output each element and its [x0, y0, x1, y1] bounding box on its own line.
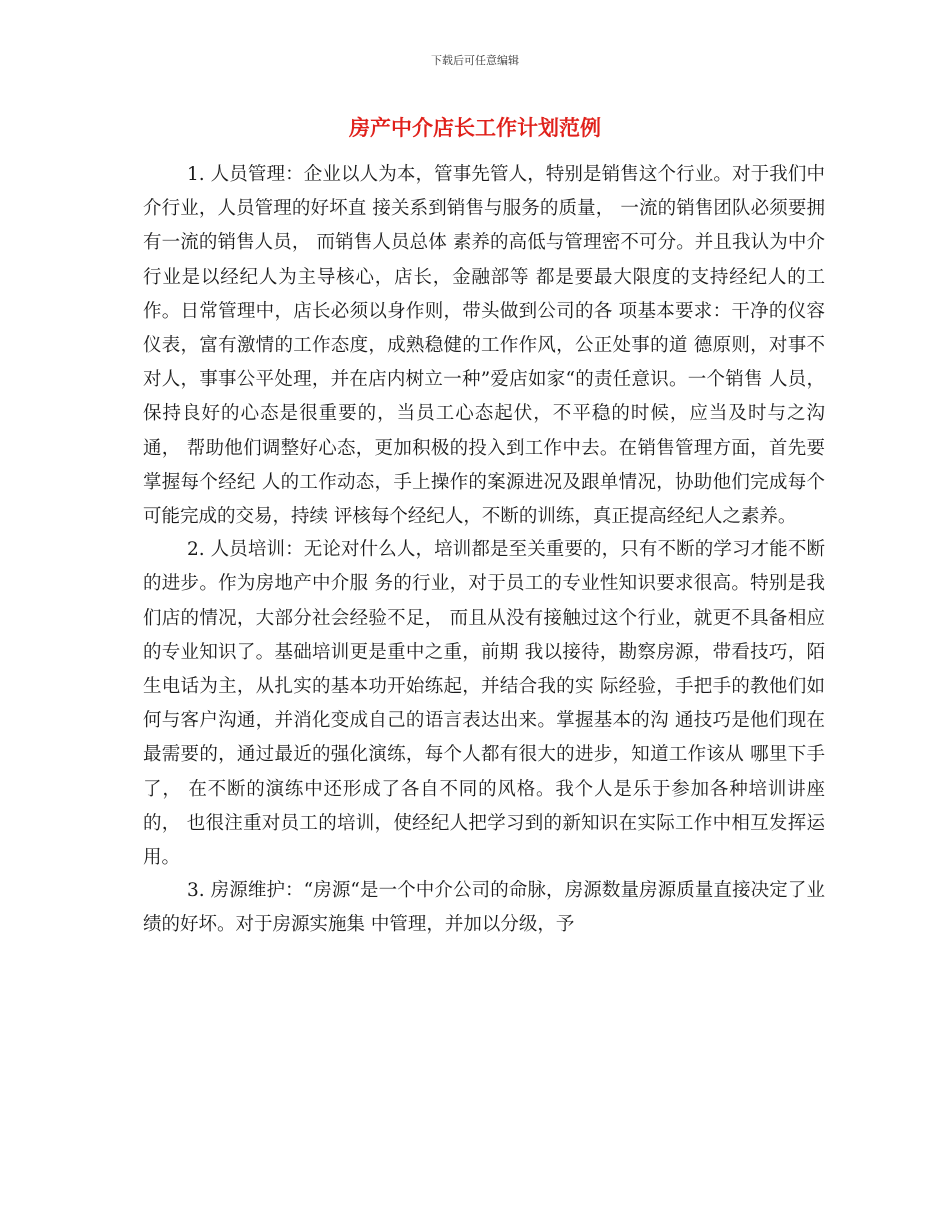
paragraph-personnel-training: 2. 人员培训：无论对什么人，培训都是至关重要的，只有不断的学习才能不断的进步。作为房地产中介服 务的行业，对于员工的专业性知识要求很高。特别是我们店的情况，大部分社会经验不足， 而且从没有接触过这个行业，就更不具备相应的专业知识了。基础培训更是重中之重，前期 我以接待，勘察房源，带看技巧，陌生电话为主，从扎实的基本功开始练起，并结合我的实 际经验，手把手的教他们如何与客户沟通，并消化变成自己的语言表达出来。掌握基本的沟 通技巧是他们现在最需要的，通过最近的强化演练，每个人都有很大的进步，知道工作该从 哪里下手了， 在不断的演练中还形成了各自不同的风格。我个人是乐于参加各种培训讲座的， 也很注重对员工的培训，使经纪人把学习到的新知识在实际工作中相互发挥运用。	[143, 539, 825, 869]
paragraph-personnel-management: 1. 人员管理：企业以人为本，管事先管人，特别是销售这个行业。对于我们中介行业，人员管理的好坏直 接关系到销售与服务的质量， 一流的销售团队必须要拥有一流的销售人员， 而销售人员总体 素养的高低与管理密不可分。并且我认为中介行业是以经纪人为主导核心，店长，金融部等 都是要最大限度的支持经纪人的工作。日常管理中，店长必须以身作则，带头做到公司的各 项基本要求：干净的仪容仪表，富有激情的工作态度，成熟稳健的工作作风，公正处事的道 德原则，对事不对人，事事公平处理，并在店内树立一种”爱店如家“的责任意识。一个销售 人员，保持良好的心态是很重要的，当员工心态起伏，不平稳的时候，应当及时与之沟通， 帮助他们调整好心态，更加积极的投入到工作中去。在销售管理方面，首先要掌握每个经纪 人的工作动态，手上操作的案源进况及跟单情况，协助他们完成每个可能完成的交易，持续 评核每个经纪人，不断的训练，真正提高经纪人之素养。	[143, 164, 825, 528]
paragraph-listing-maintenance: 3. 房源维护：“房源“是一个中介公司的命脉，房源数量房源质量直接决定了业绩的好坏。对于房源实施集 中管理，并加以分级，予	[143, 880, 825, 936]
document-body	[143, 158, 825, 942]
document-title: 房产中介店长工作计划范例	[349, 115, 601, 140]
header-note: 下载后可任意编辑	[431, 54, 519, 67]
